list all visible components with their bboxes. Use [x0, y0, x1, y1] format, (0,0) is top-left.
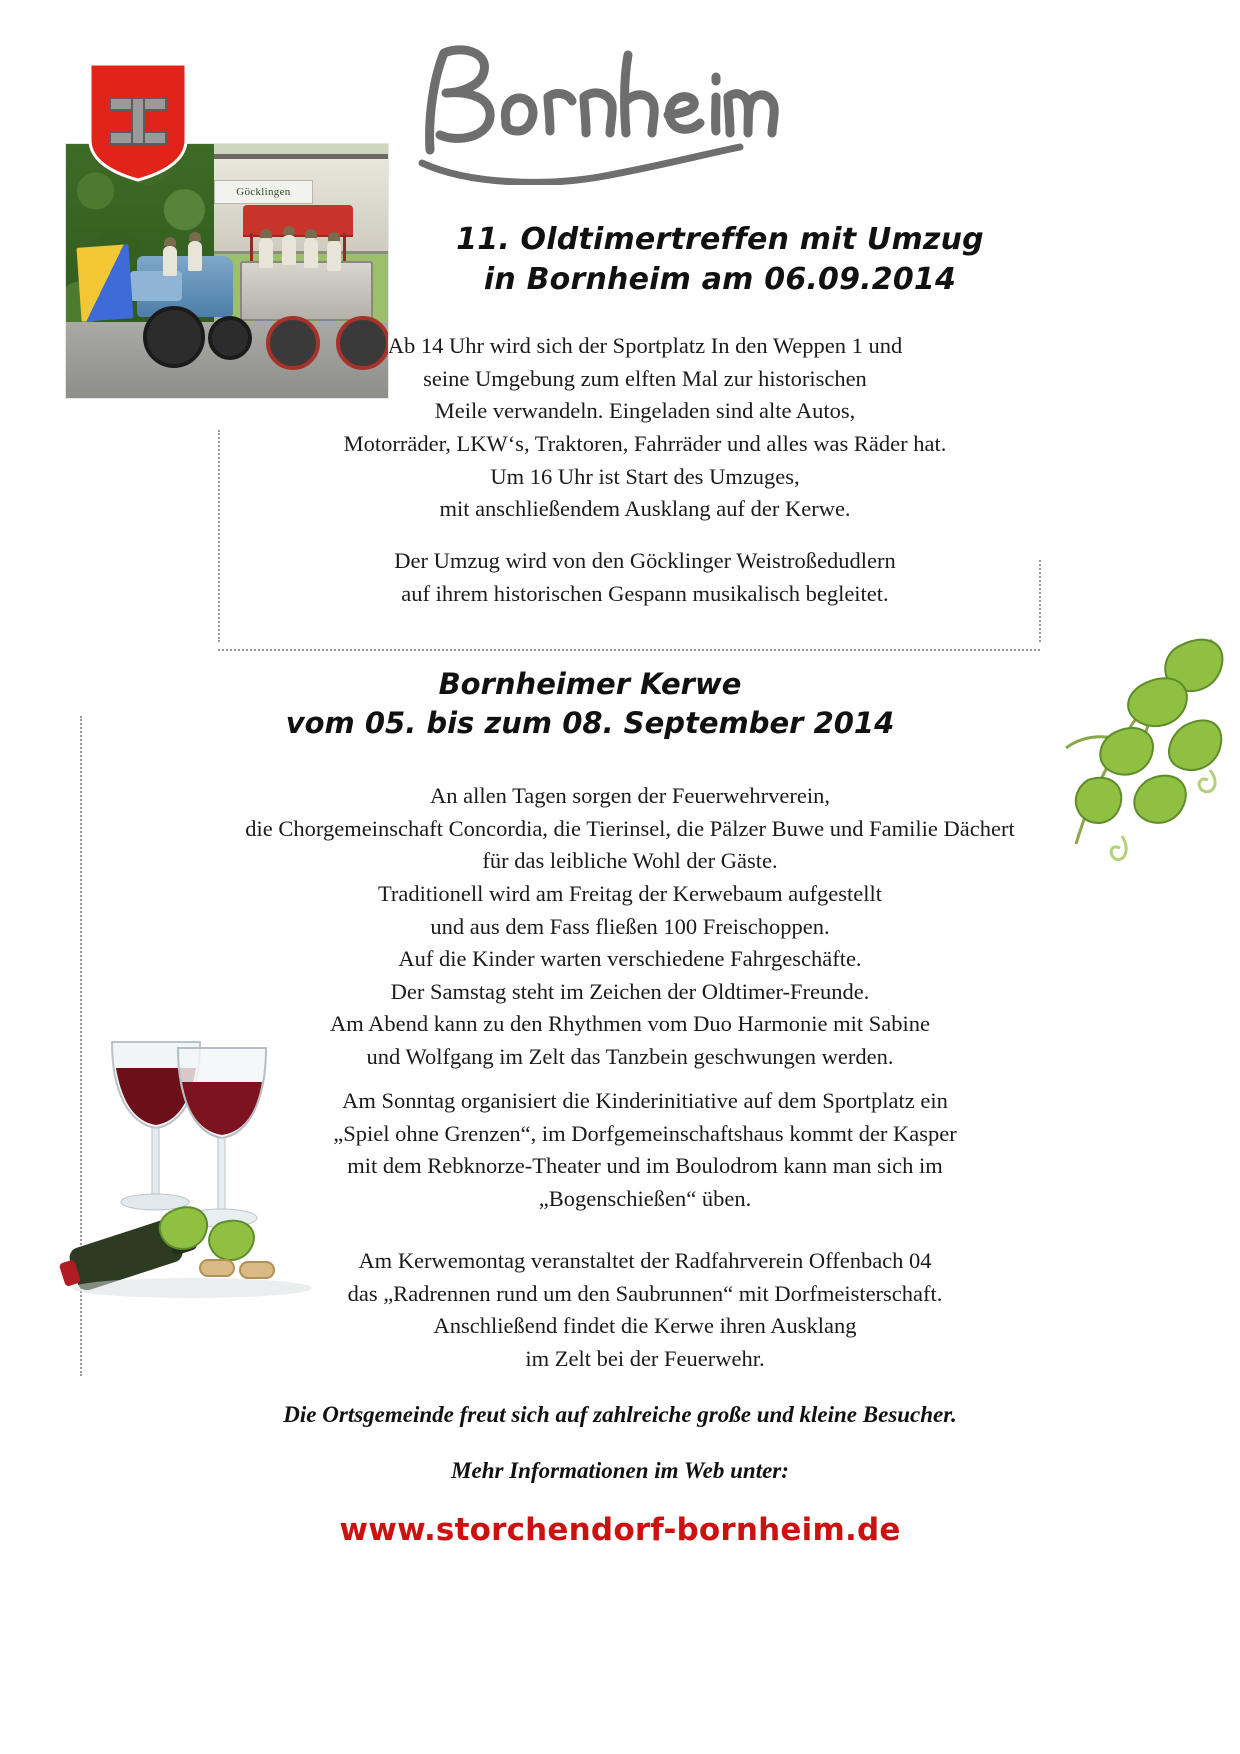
text-line: und Wolfgang im Zelt das Tanzbein geschwungen werden. — [366, 1044, 894, 1069]
oldtimer-paragraph-2 — [250, 545, 1040, 610]
photo-wheel — [266, 316, 320, 370]
text-line: Am Abend kann zu den Rhythmen vom Duo Harmonie mit Sabine — [330, 1011, 930, 1037]
text-line: Der Umzug wird von den Göcklinger Weistroßedudlern — [394, 548, 896, 573]
text-line: An allen Tagen sorgen der Feuerwehrverein, — [430, 783, 830, 808]
oldtimer-title — [300, 220, 1140, 299]
photo-wheel — [336, 316, 388, 370]
photo-wheel — [208, 316, 252, 360]
kerwe-paragraph-2 — [250, 1085, 1040, 1216]
photo-wheel — [143, 306, 205, 368]
divider-vertical-left-top — [218, 430, 220, 642]
photo-person — [304, 238, 318, 268]
text-line: seine Umgebung zum elften Mal zur historischen — [423, 365, 867, 391]
text-line: „Spiel ohne Grenzen“, im Dorfgemeinschaftshaus kommt der Kasper — [333, 1120, 957, 1146]
text-line: Am Kerwemontag veranstaltet der Radfahrverein Offenbach 04 — [358, 1248, 932, 1273]
kerwe-title-line-1: Bornheimer Kerwe — [438, 667, 742, 701]
text-line: Der Samstag steht im Zeichen der Oldtimer-Freunde. — [390, 978, 870, 1004]
closing-line-2: Mehr Informationen im Web unter: — [451, 1458, 789, 1483]
text-line: Auf die Kinder warten verschiedene Fahrgeschäfte. — [398, 946, 862, 972]
text-line: Ab 14 Uhr wird sich der Sportplatz In den Weppen 1 und — [387, 333, 903, 358]
grapevine-leaves-icon — [926, 630, 1226, 910]
photo-person — [188, 241, 202, 271]
website-link[interactable]: www.storchendorf-bornheim.de — [339, 1512, 901, 1548]
closing-line-1: Die Ortsgemeinde freut sich auf zahlreiche große und kleine Besucher. — [283, 1402, 957, 1427]
text-line: und aus dem Fass fließen 100 Freischoppen. — [430, 913, 830, 939]
photo-canopy — [243, 205, 352, 235]
kerwe-title-line-2: vom 05. bis zum 08. September 2014 — [285, 706, 895, 741]
text-line: „Bogenschießen“ üben. — [538, 1185, 752, 1211]
oldtimer-title-line-2: in Bornheim am 06.09.2014 — [483, 261, 957, 297]
photo-banner: Göcklingen — [214, 180, 313, 205]
photo-person — [327, 241, 341, 271]
text-line: mit dem Rebknorze-Theater und im Boulodrom kann man sich im — [347, 1153, 943, 1179]
bornheim-wordmark — [410, 35, 790, 185]
text-line: Um 16 Uhr ist Start des Umzuges, — [490, 463, 800, 489]
bornheim-coat-of-arms-icon — [88, 62, 188, 182]
text-line: auf ihrem historischen Gespann musikalisch begleitet. — [401, 580, 889, 606]
text-line: Traditionell wird am Freitag der Kerwebaum aufgestellt — [377, 880, 883, 906]
text-line: das „Radrennen rund um den Saubrunnen“ mit Dorfmeisterschaft. — [347, 1280, 943, 1306]
text-line: im Zelt bei der Feuerwehr. — [525, 1345, 765, 1371]
kerwe-paragraph-3 — [250, 1245, 1040, 1376]
text-line: für das leibliche Wohl der Gäste. — [482, 848, 778, 874]
oldtimer-title-line-1: 11. Oldtimertreffen mit Umzug — [456, 222, 984, 257]
text-line: die Chorgemeinschaft Concordia, die Tierinsel, die Pälzer Buwe und Familie Dächert — [245, 815, 1015, 841]
wine-glasses-bottle-still-life-icon — [52, 1012, 332, 1302]
photo-wagon — [240, 261, 373, 321]
photo-person — [282, 235, 296, 265]
divider-horizontal-top — [218, 649, 1040, 651]
text-line: Motorräder, LKW‘s, Traktoren, Fahrräder und alles was Räder hat. — [343, 430, 947, 456]
photo-person — [163, 246, 177, 276]
photo-flag — [76, 244, 133, 321]
photo-person — [259, 238, 273, 268]
text-line: Meile verwandeln. Eingeladen sind alte Autos, — [434, 398, 856, 424]
text-line: mit anschließendem Ausklang auf der Kerwe. — [439, 496, 851, 522]
kerwe-title — [210, 665, 970, 743]
oldtimer-parade-photo — [66, 144, 388, 398]
text-line: Anschließend findet die Kerwe ihren Ausklang — [433, 1313, 857, 1339]
text-line: Am Sonntag organisiert die Kinderinitiative auf dem Sportplatz ein — [342, 1088, 948, 1113]
